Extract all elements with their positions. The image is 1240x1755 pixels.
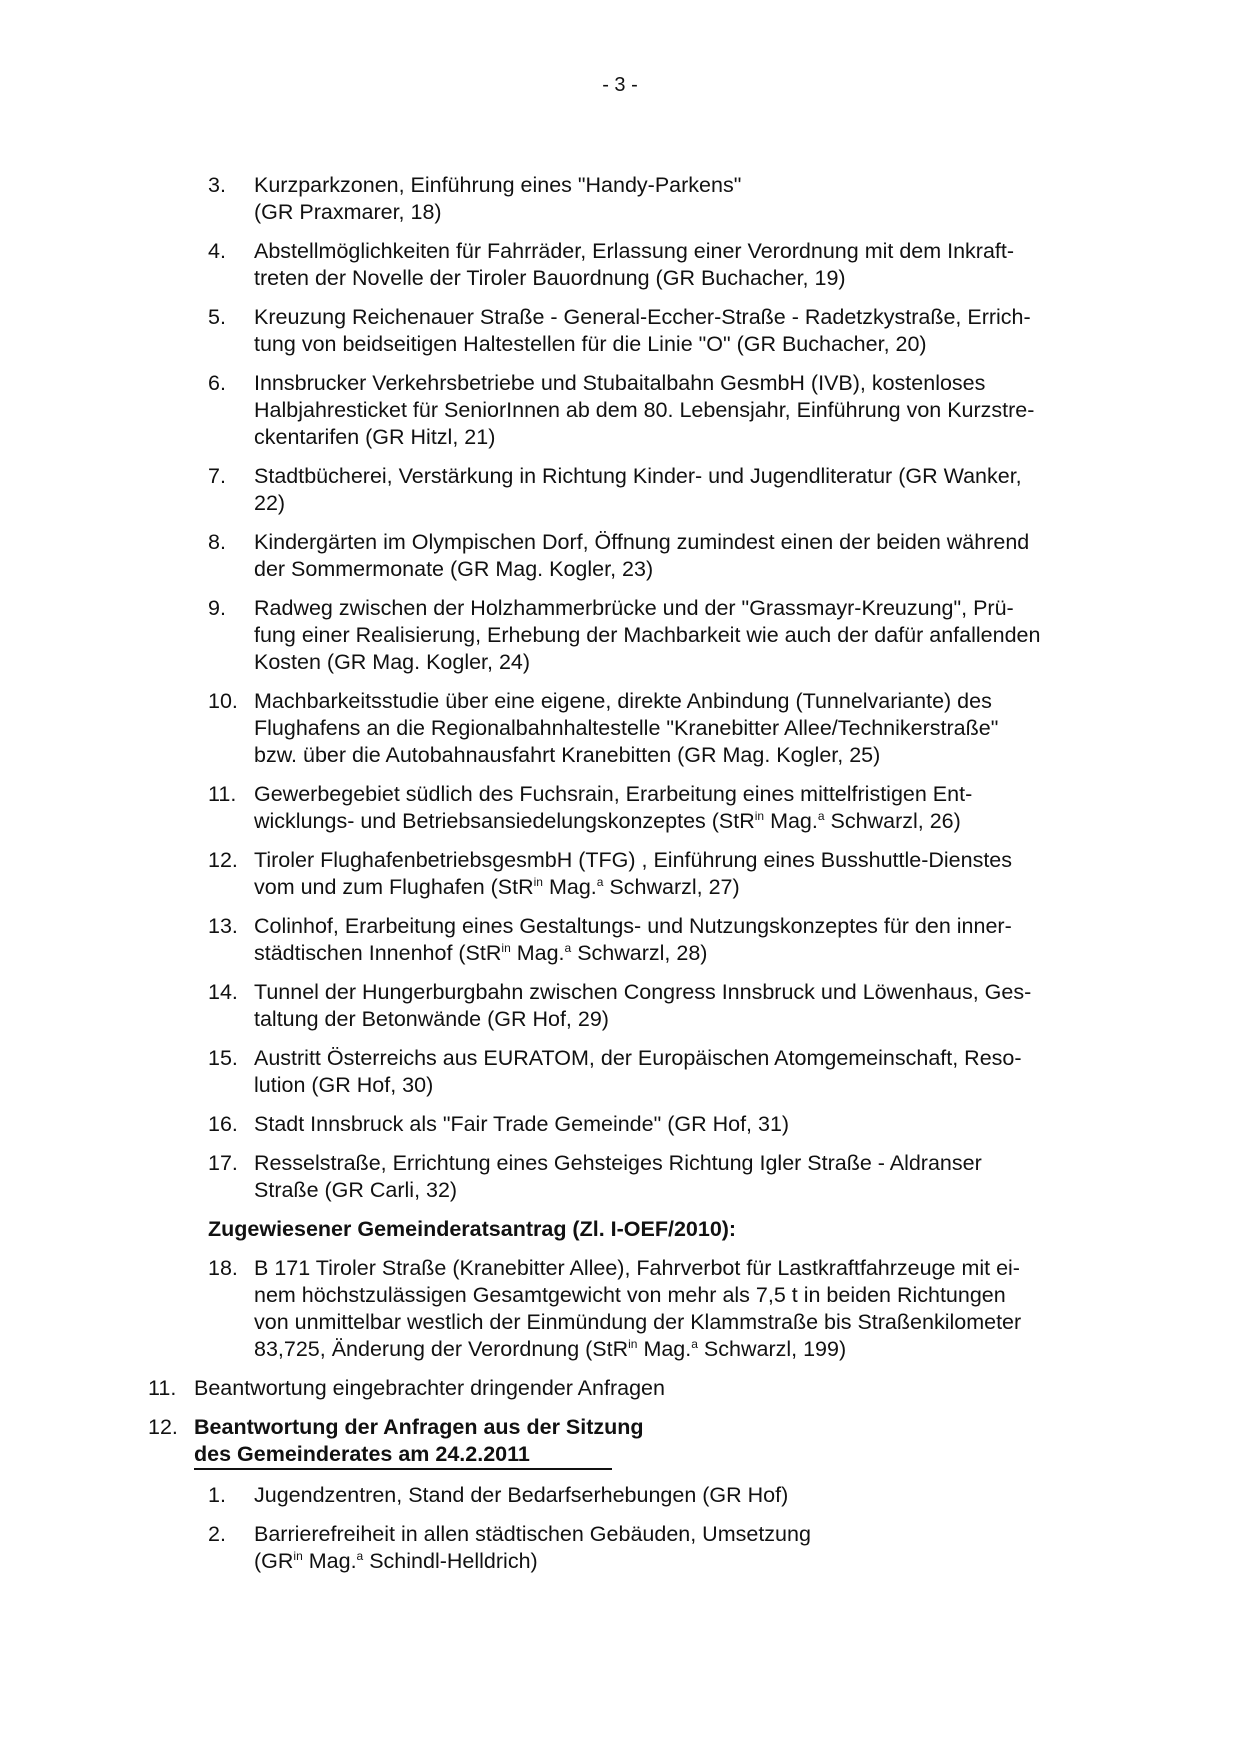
superscript: a xyxy=(356,1549,364,1563)
agenda-item-6 xyxy=(0,370,1106,451)
section-title xyxy=(194,1414,644,1470)
agenda-item-16 xyxy=(0,1111,1106,1138)
answer-item-2 xyxy=(0,1521,1106,1575)
item-text-line: Kindergärten im Olympischen Dorf, Öffnung zumindest einen der beiden während xyxy=(254,530,1030,554)
item-text-line: Halbjahresticket für SeniorInnen ab dem 80. Lebensjahr, Einführung von Kurzstre- xyxy=(254,398,1035,422)
text-segment: Schwarzl, 28) xyxy=(571,941,708,965)
item-number: 12. xyxy=(208,848,238,872)
item-text-line: Barrierefreiheit in allen städtischen Gebäuden, Umsetzung xyxy=(254,1522,811,1546)
agenda-item-13 xyxy=(0,913,1106,967)
agenda-item-3 xyxy=(0,172,1106,226)
item-text-line: von unmittelbar westlich der Einmündung der Klammstraße bis Straßenkilometer xyxy=(254,1310,1022,1334)
item-text-line: Tiroler FlughafenbetriebsgesmbH (TFG) , Einführung eines Busshuttle-Dienstes xyxy=(254,848,1013,872)
item-text-line: Straße (GR Carli, 32) xyxy=(254,1178,458,1202)
text-segment: Mag. xyxy=(637,1337,692,1361)
item-text-line: Kreuzung Reichenauer Straße - General-Eccher-Straße - Radetzkystraße, Errich- xyxy=(254,305,1031,329)
item-text-line: (GR Praxmarer, 18) xyxy=(254,200,442,224)
item-text-line: Kosten (GR Mag. Kogler, 24) xyxy=(254,650,531,674)
item-text-line: Beantwortung eingebrachter dringender Anfragen xyxy=(194,1376,665,1400)
item-text-line: Abstellmöglichkeiten für Fahrräder, Erlassung einer Verordnung mit dem Inkraft- xyxy=(254,239,1015,263)
item-number: 12. xyxy=(148,1415,178,1439)
text-segment: 83,725, Änderung der Verordnung (StR xyxy=(254,1337,629,1361)
item-number: 6. xyxy=(208,371,226,395)
agenda-item-4 xyxy=(0,238,1106,292)
text-segment: (GR xyxy=(254,1549,294,1573)
item-text-line: bzw. über die Autobahnausfahrt Kranebitten (GR Mag. Kogler, 25) xyxy=(254,743,881,767)
agenda-content xyxy=(0,172,1240,1587)
superscript: in xyxy=(628,1337,638,1351)
superscript: in xyxy=(754,809,765,823)
item-number: 5. xyxy=(208,305,226,329)
superscript: a xyxy=(817,809,825,823)
agenda-item-9 xyxy=(0,595,1106,676)
item-number: 18. xyxy=(208,1256,238,1280)
item-number: 11. xyxy=(208,782,237,806)
item-text-line: Stadt Innsbruck als "Fair Trade Gemeinde" (GR Hof, 31) xyxy=(254,1112,790,1136)
item-number: 14. xyxy=(208,980,238,1004)
item-text-line: 22) xyxy=(254,491,286,515)
main-agenda-item-11 xyxy=(0,1375,1094,1402)
text-segment: Mag. xyxy=(764,809,818,833)
item-text-line: Jugendzentren, Stand der Bedarfserhebungen (GR Hof) xyxy=(254,1483,789,1507)
item-number: 1. xyxy=(208,1483,226,1507)
item-number: 9. xyxy=(208,596,226,620)
agenda-item-12 xyxy=(0,847,1106,901)
text-segment: Schwarzl, 26) xyxy=(824,809,961,833)
item-text-line xyxy=(254,940,1106,967)
item-number: 11. xyxy=(148,1376,177,1400)
item-text-line: Austritt Österreichs aus EURATOM, der Europäischen Atomgemeinschaft, Reso- xyxy=(254,1046,1022,1070)
item-text-line: Stadtbücherei, Verstärkung in Richtung Kinder- und Jugendliteratur (GR Wanker, xyxy=(254,464,1022,488)
agenda-item-10 xyxy=(0,688,1106,769)
superscript: a xyxy=(691,1337,698,1351)
text-segment: Schindl-Helldrich) xyxy=(363,1549,538,1573)
item-text-line: Gewerbegebiet südlich des Fuchsrain, Erarbeitung eines mittelfristigen Ent- xyxy=(254,782,973,806)
agenda-item-7 xyxy=(0,463,1106,517)
superscript: in xyxy=(293,1549,303,1563)
agenda-item-15 xyxy=(0,1045,1106,1099)
text-segment: städtischen Innenhof (StR xyxy=(254,941,502,965)
agenda-item-5 xyxy=(0,304,1106,358)
item-number: 17. xyxy=(208,1151,238,1175)
item-text-line: Kurzparkzonen, Einführung eines "Handy-Parkens" xyxy=(254,173,742,197)
agenda-item-18 xyxy=(0,1255,1106,1363)
item-text-line: Tunnel der Hungerburgbahn zwischen Congress Innsbruck und Löwenhaus, Ges- xyxy=(254,980,1032,1004)
item-number: 8. xyxy=(208,530,226,554)
item-text-line: fung einer Realisierung, Erhebung der Machbarkeit wie auch der dafür anfallenden xyxy=(254,623,1041,647)
text-segment: Mag. xyxy=(510,941,565,965)
superscript: in xyxy=(533,875,543,889)
section-title-line: Beantwortung der Anfragen aus der Sitzung xyxy=(194,1415,644,1439)
item-text-line: ckentarifen (GR Hitzl, 21) xyxy=(254,425,496,449)
section-subheading: Zugewiesener Gemeinderatsantrag (Zl. I-OEF/2010): xyxy=(208,1217,737,1241)
item-text-line xyxy=(254,1548,1106,1575)
item-text-line: der Sommermonate (GR Mag. Kogler, 23) xyxy=(254,557,654,581)
item-text-line: nem höchstzulässigen Gesamtgewicht von mehr als 7,5 t in beiden Richtungen xyxy=(254,1283,1006,1307)
agenda-item-14 xyxy=(0,979,1106,1033)
main-agenda-item-12 xyxy=(0,1414,1094,1470)
item-text-line: Machbarkeitsstudie über eine eigene, direkte Anbindung (Tunnelvariante) des xyxy=(254,689,992,713)
agenda-item-11 xyxy=(0,781,1106,835)
text-segment: Mag. xyxy=(542,875,597,899)
item-text-line: Innsbrucker Verkehrsbetriebe und Stubaitalbahn GesmbH (IVB), kostenloses xyxy=(254,371,986,395)
agenda-item-17 xyxy=(0,1150,1106,1204)
superscript: a xyxy=(564,941,572,955)
item-text-line: Flughafens an die Regionalbahnhaltestelle "Kranebitter Allee/Technikerstraße" xyxy=(254,716,999,740)
item-text-line: Radweg zwischen der Holzhammerbrücke und der "Grassmayr-Kreuzung", Prü- xyxy=(254,596,1014,620)
item-text-line xyxy=(254,808,1106,835)
text-segment: Schwarzl, 27) xyxy=(603,875,740,899)
item-text-line: tung von beidseitigen Haltestellen für die Linie "O" (GR Buchacher, 20) xyxy=(254,332,927,356)
item-number: 13. xyxy=(208,914,238,938)
superscript: a xyxy=(596,875,604,889)
item-number: 10. xyxy=(208,689,238,713)
item-number: 15. xyxy=(208,1046,238,1070)
answer-item-1 xyxy=(0,1482,1106,1509)
text-segment: Schwarzl, 199) xyxy=(697,1337,847,1361)
section-title-line-underlined: des Gemeinderates am 24.2.2011 xyxy=(194,1441,612,1470)
item-text-line: B 171 Tiroler Straße (Kranebitter Allee), Fahrverbot für Lastkraftfahrzeuge mit ei- xyxy=(254,1256,1020,1280)
item-number: 16. xyxy=(208,1112,238,1136)
item-text-line xyxy=(254,874,1106,901)
item-number: 3. xyxy=(208,173,226,197)
superscript: in xyxy=(501,941,511,955)
text-segment: vom und zum Flughafen (StR xyxy=(254,875,534,899)
text-segment: wicklungs- und Betriebsansiedelungskonzeptes (StR xyxy=(254,809,755,833)
item-text-line xyxy=(254,1336,1106,1363)
item-text-line: taltung der Betonwände (GR Hof, 29) xyxy=(254,1007,609,1031)
item-text-line: treten der Novelle der Tiroler Bauordnung (GR Buchacher, 19) xyxy=(254,266,846,290)
page-number: - 3 - xyxy=(602,74,638,96)
item-number: 2. xyxy=(208,1522,226,1546)
item-text-line: Resselstraße, Errichtung eines Gehsteiges Richtung Igler Straße - Aldranser xyxy=(254,1151,982,1175)
item-text-line: lution (GR Hof, 30) xyxy=(254,1073,434,1097)
item-number: 7. xyxy=(208,464,226,488)
item-text-line: Colinhof, Erarbeitung eines Gestaltungs- und Nutzungskonzeptes für den inner- xyxy=(254,914,1012,938)
agenda-item-8 xyxy=(0,529,1106,583)
item-number: 4. xyxy=(208,239,226,263)
text-segment: Mag. xyxy=(302,1549,357,1573)
